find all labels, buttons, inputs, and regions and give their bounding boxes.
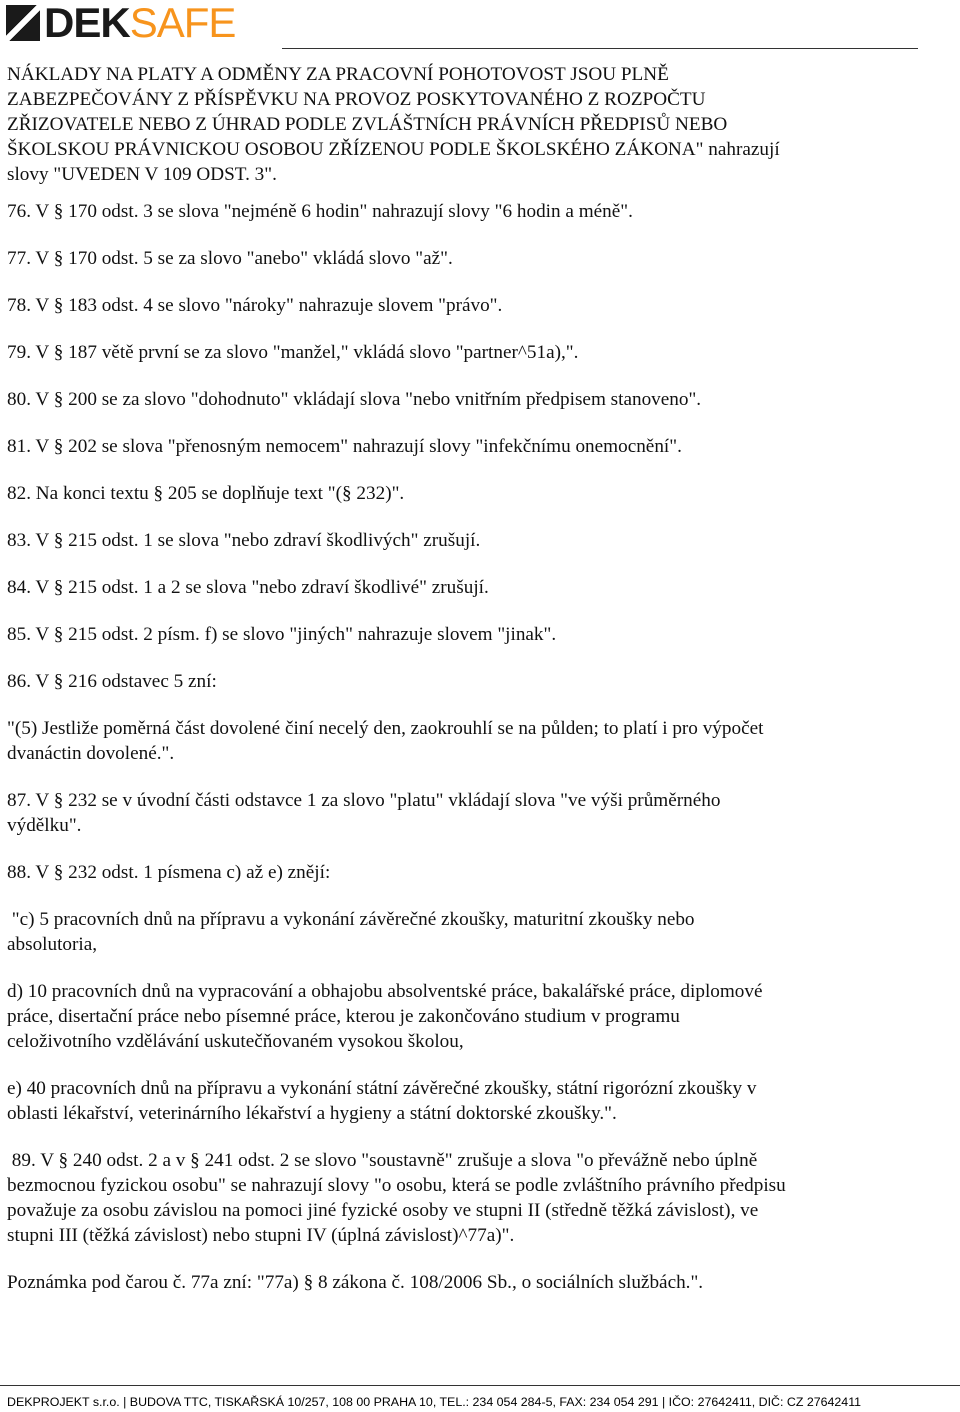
paragraph-80: 80. V § 200 se za slovo "dohodnuto" vkládají slova "nebo vnitřním předpisem stanoveno". <box>7 389 702 410</box>
paragraph-85: 85. V § 215 odst. 2 písm. f) se slovo "jiných" nahrazuje slovem "jinak". <box>7 624 557 645</box>
paragraph-89: 89. V § 240 odst. 2 a v § 241 odst. 2 se slovo "soustavně" zrušuje a slova "o převážně nebo úplně bezmocnou fyzickou osobu" se nahrazují slovy "o osobu, která se podle zvláštního právního předpisu považuje za osobu závislou na pomoci jiné fyzické osoby ve stupni II (středně těžká závislost), ve stupni III (těžká závislost) nebo stupni IV (úplná závislost)^77a)". <box>7 1150 786 1246</box>
paragraph-76: 76. V § 170 odst. 3 se slova "nejméně 6 hodin" nahrazují slovy "6 hodin a méně". <box>7 201 633 222</box>
dek-safe-logo <box>6 2 235 44</box>
footer-divider <box>0 1385 960 1386</box>
logo-text-dek: DEK <box>44 0 130 46</box>
paragraph-84: 84. V § 215 odst. 1 a 2 se slova "nebo zdraví škodlivé" zrušují. <box>7 577 489 598</box>
paragraph-88: 88. V § 232 odst. 1 písmena c) až e) znějí: <box>7 862 331 883</box>
paragraph-78: 78. V § 183 odst. 4 se slovo "nároky" nahrazuje slovem "právo". <box>7 295 503 316</box>
logo-text-safe: SAFE <box>129 0 236 46</box>
paragraph-82: 82. Na konci textu § 205 se doplňuje text "(§ 232)". <box>7 483 405 504</box>
page-header <box>0 0 960 52</box>
paragraph-86: 86. V § 216 odstavec 5 zní: <box>7 671 217 692</box>
paragraph-intro: NÁKLADY NA PLATY A ODMĚNY ZA PRACOVNÍ POHOTOVOST JSOU PLNĚ ZABEZPEČOVÁNY Z PŘÍSPĚVKU NA PROVOZ POSKYTOVANÉHO Z ROZPOČTU ZŘIZOVATELE NEBO Z ÚHRAD PODLE ZVLÁŠTNÍCH PRÁVNÍCH PŘEDPISŮ NEBO ŠKOLSKOU PRÁVNICKOU OSOBOU ZŘÍZENOU PODLE ŠKOLSKÉHO ZÁKONA" nahrazují slovy "UVEDEN V 109 ODST. 3". <box>7 64 780 185</box>
document-body <box>7 62 917 1295</box>
paragraph-88-c: "c) 5 pracovních dnů na přípravu a vykonání závěrečné zkoušky, maturitní zkoušky nebo absolutoria, <box>7 909 695 955</box>
paragraph-87: 87. V § 232 se v úvodní části odstavce 1 za slovo "platu" vkládají slova "ve výši průměrného výdělku". <box>7 790 721 836</box>
paragraph-83: 83. V § 215 odst. 1 se slova "nebo zdraví škodlivých" zrušují. <box>7 530 481 551</box>
paragraph-81: 81. V § 202 se slova "přenosným nemocem" nahrazují slovy "infekčnímu onemocnění". <box>7 436 682 457</box>
paragraph-79: 79. V § 187 větě první se za slovo "manžel," vkládá slovo "partner^51a),". <box>7 342 579 363</box>
page-footer: DEKPROJEKT s.r.o. | BUDOVA TTC, TISKAŘSKÁ 10/257, 108 00 PRAHA 10, TEL.: 234 054 284-5, FAX: 234 054 291 | IČO: 27642411, DIČ: CZ 27642411 <box>7 1395 862 1409</box>
paragraph-88-e: e) 40 pracovních dnů na přípravu a vykonání státní závěrečné zkoušky, státní rigorózní zkoušky v oblasti lékařství, veterinárního lékařství a hygieny a státní doktorské zkoušky.". <box>7 1078 757 1124</box>
paragraph-footnote: Poznámka pod čarou č. 77a zní: "77a) § 8 zákona č. 108/2006 Sb., o sociálních službách.". <box>7 1272 704 1293</box>
paragraph-88-d: d) 10 pracovních dnů na vypracování a obhajobu absolventské práce, bakalářské práce, diplomové práce, disertační práce nebo písemné práce, kterou je zakončováno studium v programu celoživotního vzdělávání uskutečňovaném vysokou školou, <box>7 981 763 1052</box>
header-divider <box>282 48 918 49</box>
paragraph-77: 77. V § 170 odst. 5 se za slovo "anebo" vkládá slovo "až". <box>7 248 453 269</box>
logo-mark-icon <box>6 5 40 41</box>
paragraph-86-quote: "(5) Jestliže poměrná část dovolené činí necelý den, zaokrouhlí se na půlden; to platí i pro výpočet dvanáctin dovolené.". <box>7 718 764 764</box>
